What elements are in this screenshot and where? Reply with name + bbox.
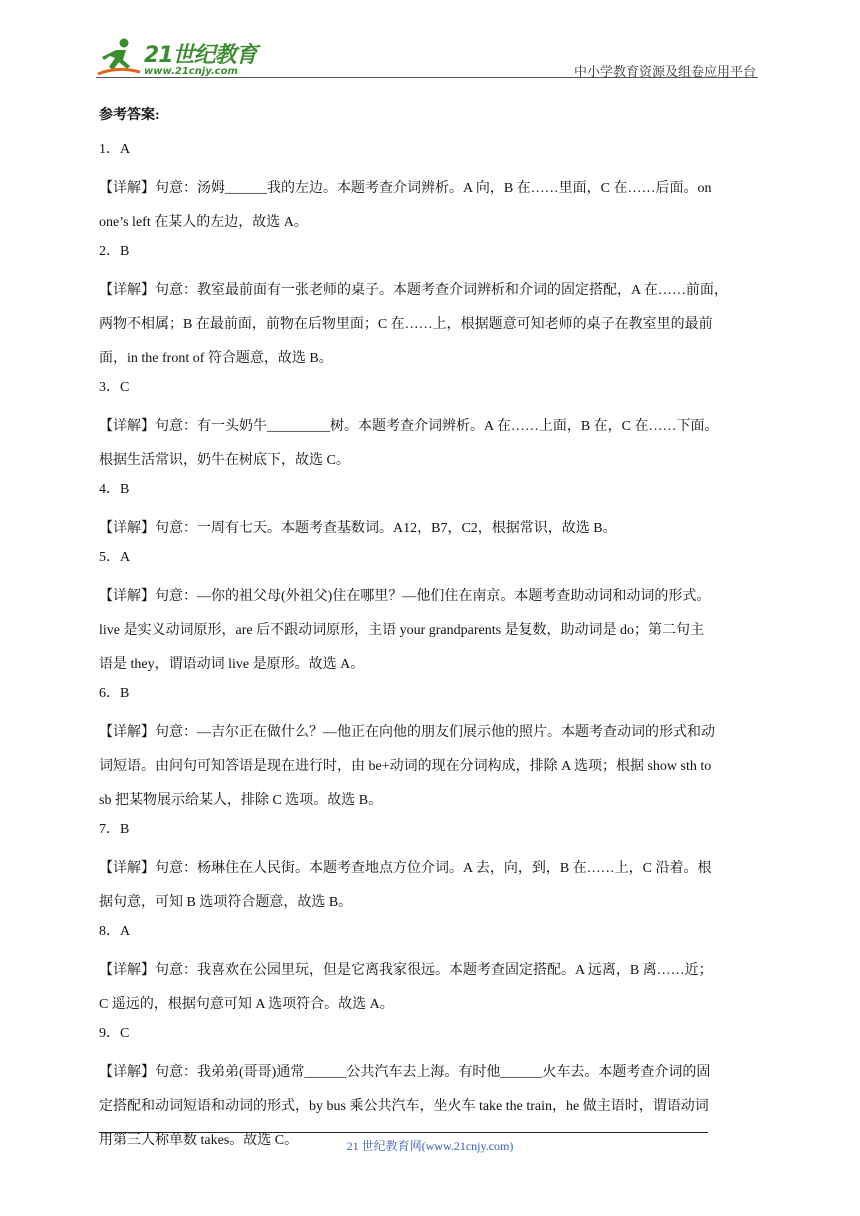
- logo: [96, 36, 266, 80]
- explanation-line: 据句意，可知 B 选项符合题意，故选 B。: [99, 895, 353, 910]
- answer-item: [99, 240, 763, 376]
- answer-explanation: [99, 172, 763, 240]
- explanation-line: 【详解】句意：教室最前面有一张老师的桌子。本题考查介词辨析和介词的固定搭配，A 在……前面，: [99, 283, 728, 298]
- runner-logo-icon: [96, 36, 142, 78]
- explanation-line: 词短语。由问句可知答语是现在进行时，由 be+动词的现在分词构成，排除 A 选项；根据 show sth to: [99, 759, 712, 774]
- answer-explanation: [99, 410, 763, 478]
- explanation-line: 定搭配和动词短语和动词的形式，by bus 乘公共汽车，坐火车 take the train，he 做主语时，谓语动词: [99, 1099, 709, 1114]
- explanation-line: 【详解】句意：汤姆______我的左边。本题考查介词辨析。A 向，B 在……里面，C 在……后面。on: [99, 181, 712, 196]
- answer-number: 4．B: [99, 482, 130, 497]
- answer-number: 2．B: [99, 244, 130, 259]
- footer-text: 21 世纪教育网(www.21cnjy.com): [346, 1139, 514, 1153]
- answer-item: [99, 682, 763, 818]
- answer-explanation: [99, 716, 763, 818]
- explanation-line: C 遥远的，根据句意可知 A 选项符合。故选 A。: [99, 997, 394, 1012]
- explanation-line: 【详解】句意：—你的祖父母(外祖父)住在哪里？—他们住在南京。本题考查助动词和动词的形式。: [99, 589, 711, 604]
- explanation-line: 两物不相属；B 在最前面，前物在后物里面；C 在……上，根据题意可知老师的桌子在教室里的最前: [99, 317, 713, 332]
- logo-text: 21世纪教育: [144, 43, 257, 68]
- answer-item: [99, 138, 763, 240]
- answer-explanation: [99, 512, 763, 546]
- header-platform-text: 中小学教育资源及组卷应用平台: [573, 64, 756, 79]
- footer-divider: [99, 1132, 708, 1133]
- answer-explanation: [99, 852, 763, 920]
- page-header: [96, 30, 758, 80]
- logo-url: www.21cnjy.com: [144, 66, 238, 77]
- answer-number: 7．B: [99, 822, 130, 837]
- answer-explanation: [99, 954, 763, 1022]
- answer-explanation: [99, 274, 763, 376]
- explanation-line: 【详解】句意：杨琳住在人民街。本题考查地点方位介词。A 去，向，到，B 在……上，C 沿着。根: [99, 861, 712, 876]
- answer-item: [99, 478, 763, 546]
- explanation-line: 语是 they，谓语动词 live 是原形。故选 A。: [99, 657, 365, 672]
- answer-item: [99, 920, 763, 1022]
- explanation-line: 【详解】句意：—吉尔正在做什么？—他正在向他的朋友们展示他的照片。本题考查动词的形式和动: [99, 725, 715, 740]
- answer-number: 3．C: [99, 380, 130, 395]
- answers-title: 参考答案:: [99, 108, 160, 123]
- answer-list: [99, 138, 763, 1158]
- explanation-line: 面，in the front of 符合题意，故选 B。: [99, 351, 333, 366]
- answer-item: [99, 818, 763, 920]
- answer-number: 5．A: [99, 550, 131, 565]
- answer-number: 9．C: [99, 1026, 130, 1041]
- explanation-line: 【详解】句意：有一头奶牛_________树。本题考查介词辨析。A 在……上面，B 在，C 在……下面。: [99, 419, 719, 434]
- explanation-line: 【详解】句意：我喜欢在公园里玩，但是它离我家很远。本题考查固定搭配。A 远离，B 离……近；: [99, 963, 713, 978]
- explanation-line: one’s left 在某人的左边，故选 A。: [99, 215, 308, 230]
- explanation-line: sb 把某物展示给某人，排除 C 选项。故选 B。: [99, 793, 383, 808]
- answer-number: 6．B: [99, 686, 130, 701]
- explanation-line: 用第三人称单数 takes。故选 C。: [99, 1133, 299, 1148]
- header-divider: [96, 77, 758, 78]
- answer-explanation: [99, 580, 763, 682]
- answer-number: 8．A: [99, 924, 131, 939]
- explanation-line: 【详解】句意：我弟弟(哥哥)通常______公共汽车去上海。有时他______火车去。本题考查介词的固: [99, 1065, 711, 1080]
- answer-item: [99, 546, 763, 682]
- explanation-line: 根据生活常识，奶牛在树底下，故选 C。: [99, 453, 350, 468]
- answer-number: 1．A: [99, 142, 131, 157]
- explanation-line: 【详解】句意：一周有七天。本题考查基数词。A12，B7，C2，根据常识，故选 B。: [99, 521, 617, 536]
- answer-item: [99, 376, 763, 478]
- answer-section: [99, 104, 763, 1158]
- explanation-line: live 是实义动词原形，are 后不跟动词原形，主语 your grandparents 是复数，助动词是 do；第二句主: [99, 623, 705, 638]
